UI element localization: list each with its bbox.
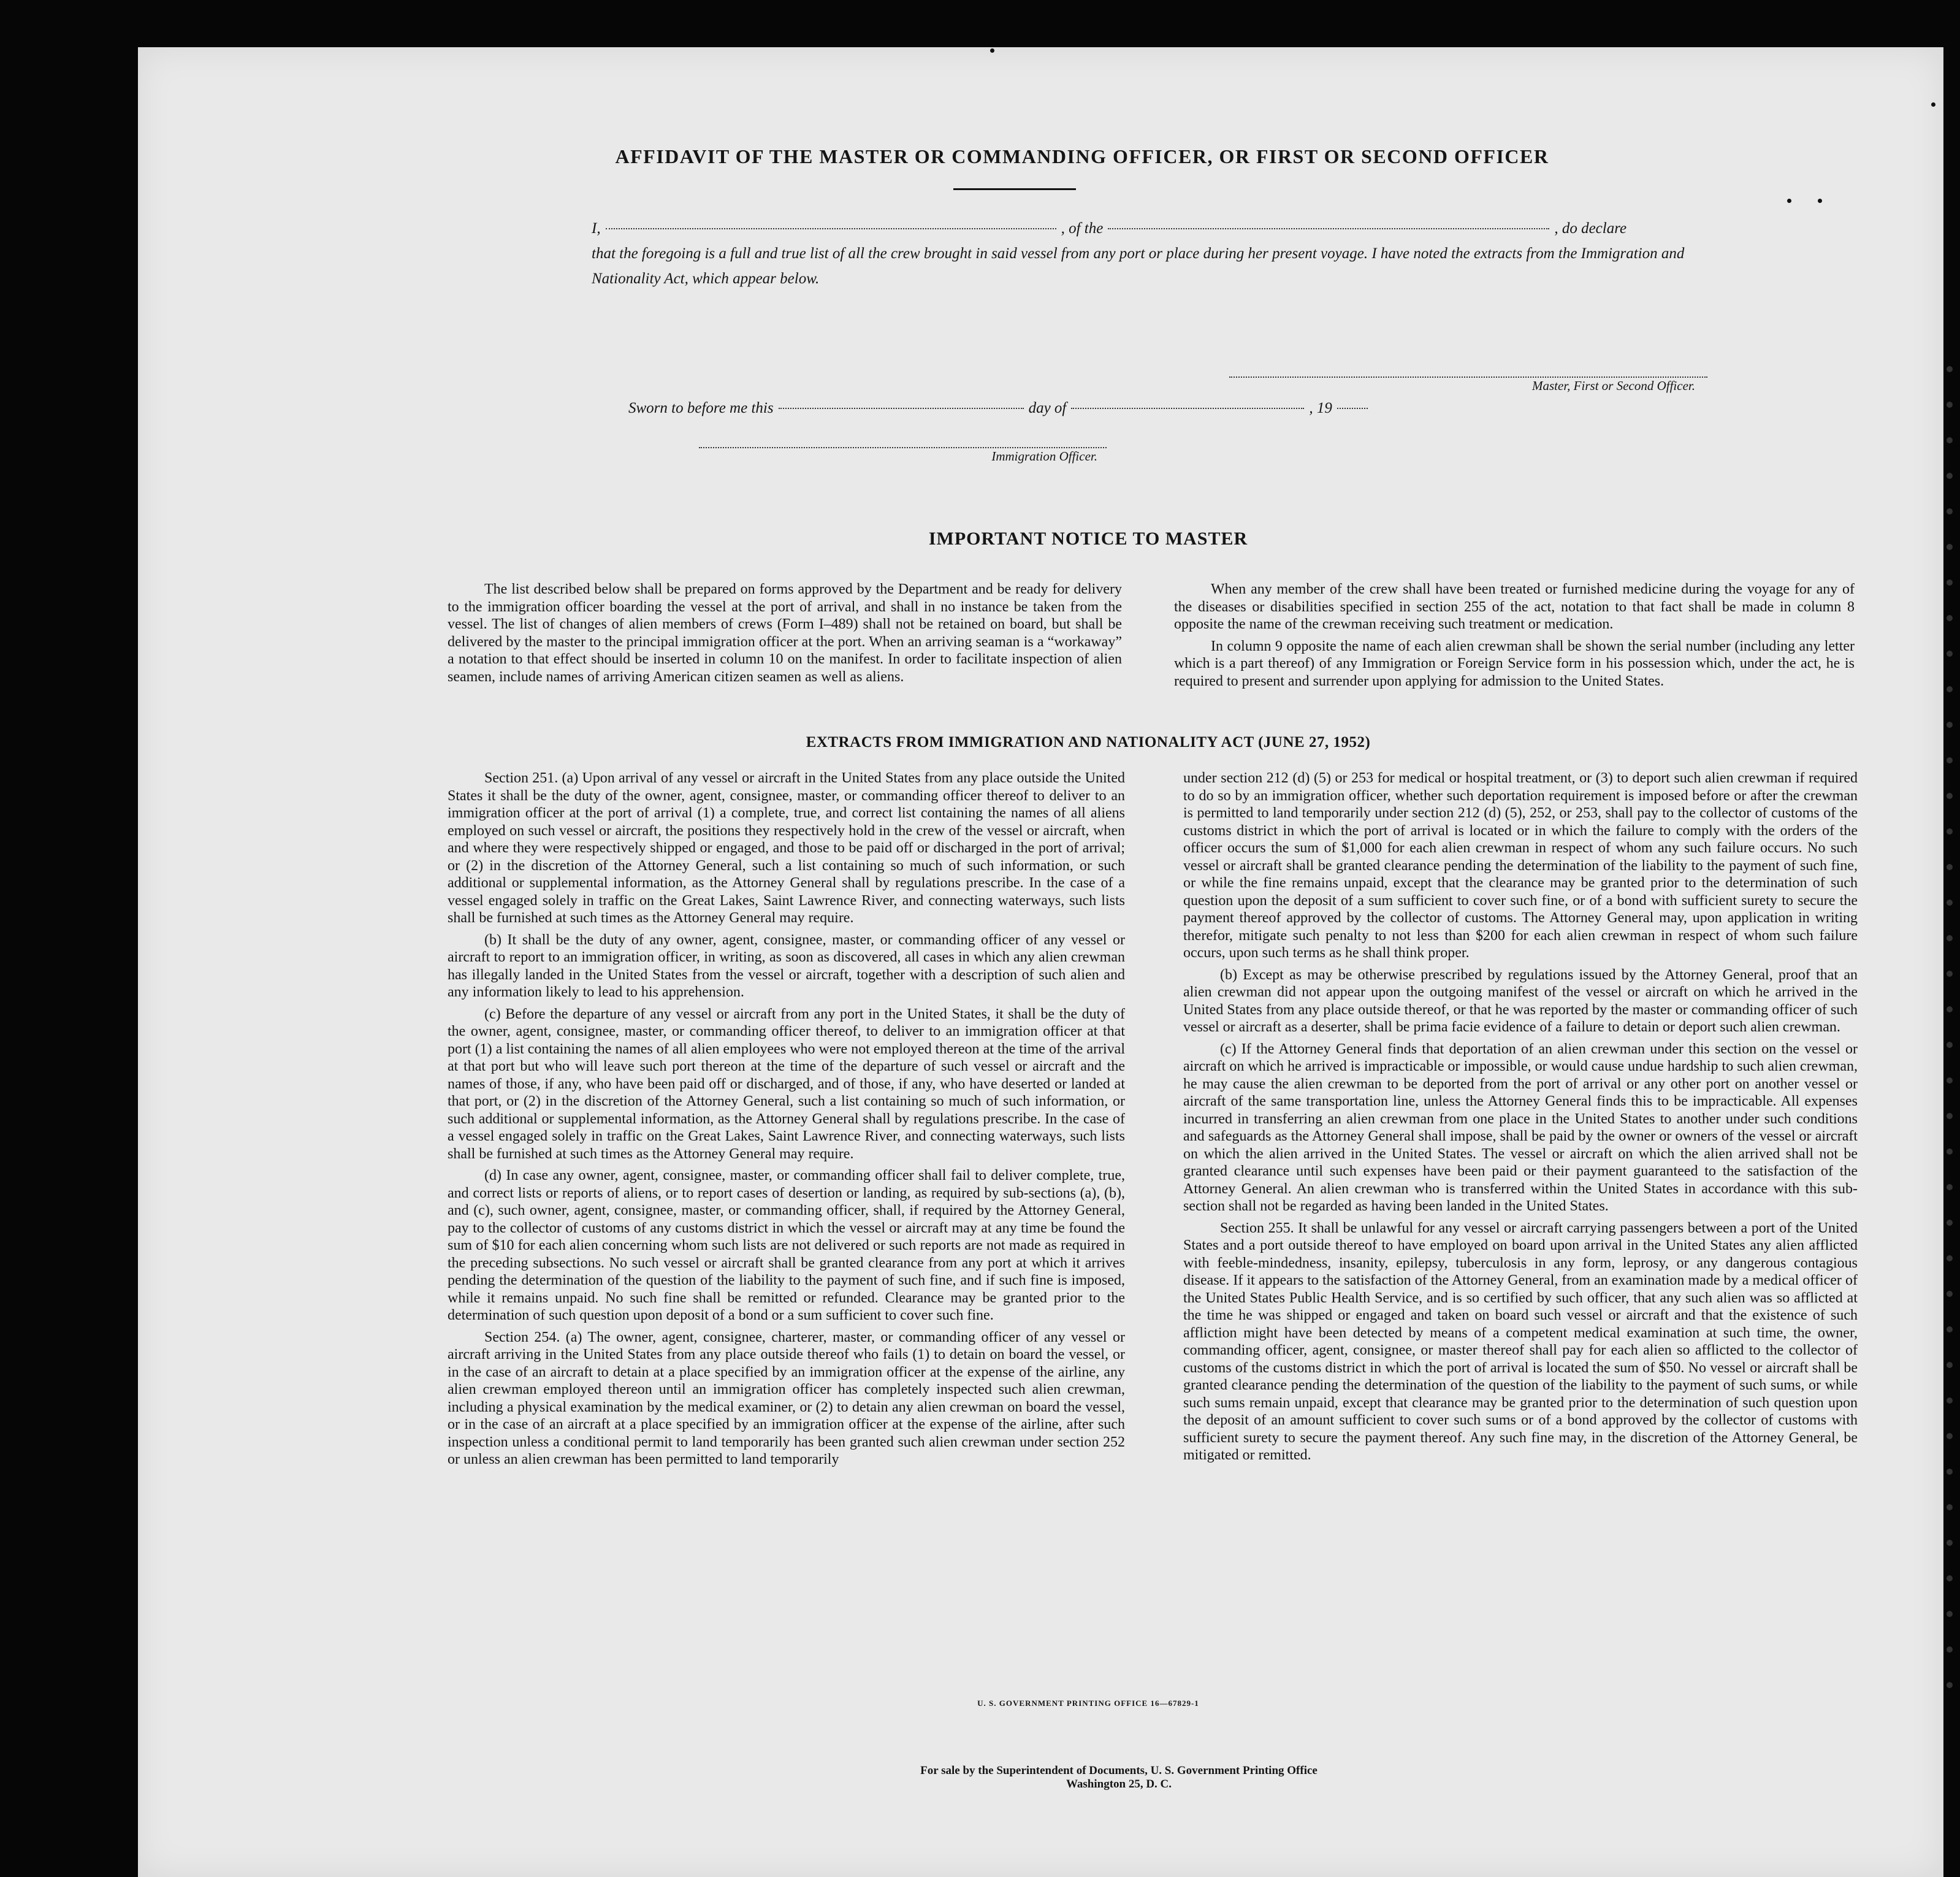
speck (1947, 508, 1953, 514)
speck (1947, 971, 1953, 977)
speck (1947, 900, 1953, 906)
speck (1947, 1113, 1953, 1119)
master-signature-label: Master, First or Second Officer. (1532, 378, 1695, 393)
extract-paragraph: (d) In case any owner, agent, consignee, master, or commanding officer shall fail to deliver complete, true, and correct lists or reports of aliens, or to report cases of desertion or landing, as required by sub-sections (a), (b), and (c), such owner, agent, consignee, master, or commanding officer, shall, if required by the Attorney General, pay to the collector of customs of any customs district in which the vessel or aircraft may at any time be found the sum of $10 for each alien concerning whom such lists are not delivered or such reports are not made as required in the preceding subsections. No such vessel or aircraft shall be granted clearance from any port at which it arrives pending the determination of the question of the liability to the payment of such fine, and if such fine is imposed, while it remains unpaid. No such fine shall be remitted or refunded. Clearance may be granted prior to the determination of such question upon deposit of a bond or a sum sufficient to cover such fine. (448, 1168, 1125, 1323)
speck (1947, 1575, 1953, 1581)
sale-line: For sale by the Superintendent of Documents, U. S. Government Printing Office (920, 1764, 1317, 1777)
extract-paragraph: (c) If the Attorney General finds that deportation of an alien crewman under this section on the vessel or aircraft on which he arrived is impracticable or impossible, or would cause undue hardship to such alien crewman, he may cause the alien crewman to be deported from the port of arrival or any other port on another vessel or aircraft of the same transportation line, unless the Attorney General finds this to be impracticable. All expenses incurred in transferring an alien crewman from one place in the United States to another under such conditions and safeguards as the Attorney General shall impose, shall be paid by the owner or owners of the vessel or aircraft on which the alien arrived in the United States. The vessel or aircraft on which the alien arrived shall not be granted clearance until such expenses have been paid or their payment guaranteed to the satisfaction of the Attorney General. An alien crewman who is transferred within the United States in accordance with this sub-section shall not be regarded as having been landed in the United States. (1183, 1041, 1858, 1214)
name-field[interactable] (606, 228, 1056, 229)
speck (1947, 1469, 1953, 1475)
speck (1931, 102, 1935, 107)
speck (1947, 1149, 1953, 1155)
extract-paragraph: (b) It shall be the duty of any owner, agent, consignee, master, or commanding officer of any vessel or aircraft to report to an immigration officer, in writing, as soon as discovered, all cases in which any alien crewman has illegally landed in the United States from the vessel or aircraft, together with a description of such alien and any information likely to lead to his apprehension. (448, 931, 1125, 1000)
speck (1947, 1504, 1953, 1510)
speck (1947, 579, 1953, 586)
speck (1947, 1077, 1953, 1084)
speck (1947, 757, 1953, 763)
extract-paragraph: Section 251. (a) Upon arrival of any vessel or aircraft in the United States from any place outside the United States it shall be the duty of the owner, agent, consignee, master, or commanding officer thereof to deliver to an immigration officer at the port of arrival (1) a complete, true, and correct list containing the names of all aliens employed on such vessel or aircraft, the positions they respectively hold in the crew of the vessel or aircraft, when and where they were respectively shipped or engaged, and those to be paid off or discharged in the port of arrival; or (2) in the discretion of the Attorney General, such a list containing so much of such information, or such additional or supplemental information, as the Attorney General shall by regulations prescribe. In the case of a vessel engaged solely in traffic on the Great Lakes, Saint Lawrence River, and connecting waterways, such lists shall be furnished at such times as the Attorney General may require. (448, 770, 1125, 926)
extract-paragraph: under section 212 (d) (5) or 253 for medical or hospital treatment, or (3) to deport such alien crewman if required to do so by an immigration officer, whether such deportation requirement is imposed before or after the crewman is permitted to land temporarily under section 212 (d) (5), 252, or 253, shall pay to the collector of customs of the customs district in which the port of arrival is located or in which the failure to comply with the orders of the officer occurs the sum of $1,000 for each alien crewman in respect of whom any such failure occurs. No such vessel or aircraft shall be granted clearance pending the determination of the liability to the payment of such fine, or while the fine remains unpaid, except that the clearance may be granted prior to the determination of such question upon the deposit of a sum sufficient to cover such fine, or of a bond with sufficient surety to secure the payment thereof approved by the collector of customs. The Attorney General may, upon application in writing therefor, mitigate such penalty to not less than $200 for each alien crewman in respect of whom such failure occurs, upon such terms as he shall think proper. (1183, 770, 1858, 961)
immigration-officer-label: Immigration Officer. (991, 449, 1097, 464)
sale-notice (812, 1764, 1425, 1791)
speck (990, 48, 994, 53)
speck (1947, 1397, 1953, 1404)
of-the-label: , of the (1061, 220, 1104, 237)
declaration-line (592, 216, 1707, 241)
notice-paragraph: When any member of the crew shall have been treated or furnished medicine during the voyage for any of the diseases or disabilities specified in section 255 of the act, notation to that fact shall be made in column 8 opposite the name of the crewman receiving such treatment or medication. (1174, 581, 1855, 632)
speck (1787, 199, 1791, 203)
i-label: I, (592, 220, 601, 237)
immigration-officer-signature-field[interactable] (699, 447, 1107, 448)
sworn-line (628, 400, 1425, 417)
speck (1947, 1540, 1953, 1546)
speck (1947, 437, 1953, 443)
speck (1947, 1006, 1953, 1012)
declaration-statement: that the foregoing is a full and true list of all the crew brought in said vessel from any port or place during her present voyage. I have noted the extracts from the Immigration and Nationality Act, which appear below. (592, 245, 1685, 287)
speck (1947, 935, 1953, 941)
do-declare-label: , do declare (1554, 220, 1627, 237)
sworn-year-field[interactable] (1337, 408, 1368, 409)
declaration (592, 216, 1707, 291)
affidavit-title: AFFIDAVIT OF THE MASTER OR COMMANDING OFFICER, OR FIRST OR SECOND OFFICER (615, 145, 1549, 167)
extracts-title: EXTRACTS FROM IMMIGRATION AND NATIONALITY ACT (JUNE 27, 1952) (806, 734, 1371, 751)
speck (1947, 722, 1953, 728)
day-of-label: day of (1028, 400, 1067, 416)
notice-right-column (1174, 581, 1855, 690)
vessel-field[interactable] (1108, 228, 1549, 229)
sworn-month-field[interactable] (1071, 408, 1304, 409)
speck (1947, 402, 1953, 408)
notice-paragraph: The list described below shall be prepared on forms approved by the Department and be ready for delivery to the immigration officer boarding the vessel at the port of arrival, and shall in no instance be taken from the vessel. The list of changes of alien members of crews (Form I–489) shall not be retained on board, but shall be delivered by the master to the principal immigration officer at the port. When an arriving seaman is a “workaway” a notation to that effect should be inserted in column 10 on the manifest. In order to facilitate inspection of alien seamen, include names of arriving American citizen seamen as well as aliens. (448, 581, 1122, 685)
extracts-right-column (1183, 770, 1858, 1464)
speck (1947, 1184, 1953, 1190)
master-signature-field[interactable] (1229, 377, 1707, 378)
sworn-day-field[interactable] (779, 408, 1024, 409)
document-page (138, 47, 1943, 1877)
speck (1947, 793, 1953, 799)
speck (1947, 1646, 1953, 1653)
title-rule (953, 188, 1076, 190)
speck (1947, 1433, 1953, 1439)
notice-title: IMPORTANT NOTICE TO MASTER (928, 529, 1248, 549)
speck (1947, 686, 1953, 692)
bleed-through-marks (1947, 366, 1960, 1718)
notice-paragraph: In column 9 opposite the name of each alien crewman shall be shown the serial number (including any letter which is a part thereof) of any Immigration or Foreign Service form in his possession which, under the act, he is required to present and surrender upon applying for admission to the United States. (1174, 638, 1855, 689)
speck (1947, 473, 1953, 479)
speck (1947, 1682, 1953, 1688)
speck (1947, 1291, 1953, 1297)
extract-paragraph: Section 254. (a) The owner, agent, consignee, charterer, master, or commanding officer of any vessel or aircraft arriving in the United States from any place outside thereof who fails (1) to detain on board the vessel, or in the case of an aircraft to detain at a place specified by an immigration officer at the expense of the airline, any alien crewman employed thereon until an immigration officer has completely inspected such alien crewman, including a physical examination by the medical examiner, or (2) to detain any alien crewman on board the vessel, or in the case of an aircraft at a place specified by an immigration officer at the expense of the airline, after such inspection unless a conditional permit to land temporarily has been granted such alien crewman under section 252 or unless an alien crewman has been permitted to land temporarily (448, 1329, 1125, 1467)
year-prefix-label: , 19 (1309, 400, 1332, 416)
sworn-label: Sworn to before me this (628, 400, 774, 416)
speck (1947, 1326, 1953, 1332)
speck (1947, 828, 1953, 835)
extract-paragraph: (b) Except as may be otherwise prescribed by regulations issued by the Attorney General, proof that an alien crewman did not appear upon the outgoing manifest of the vessel or aircraft on which he arrived in the United States from any place outside thereof, or that he was reported by the master or commanding officer of such vessel or aircraft as a deserter, shall be prima facie evidence of a failure to detain or deport such alien crewman. (1183, 966, 1858, 1035)
speck (1947, 615, 1953, 621)
speck (1947, 366, 1953, 372)
speck (1818, 199, 1822, 203)
speck (1947, 544, 1953, 550)
speck (1947, 651, 1953, 657)
speck (1947, 1042, 1953, 1048)
speck (1947, 864, 1953, 870)
speck (1947, 1362, 1953, 1368)
sale-line: Washington 25, D. C. (1066, 1778, 1172, 1791)
speck (1947, 1220, 1953, 1226)
speck (1947, 1255, 1953, 1261)
extract-paragraph: Section 255. It shall be unlawful for any vessel or aircraft carrying passengers between a port of the United States and a port outside thereof to have employed on board upon arrival in the United States any alien afflicted with feeble-mindedness, insanity, epilepsy, tuberculosis in any form, leprosy, or any dangerous contagious disease. If it appears to the satisfaction of the Attorney General, from an examination made by a medical officer of the United States Public Health Service, and is so certified by such officer, that any such alien was so afflicted at the time he was shipped or engaged and taken on board such vessel or aircraft and that the existence of such affliction might have been detected by means of a competent medical examination at such time, the owner, commanding officer, agent, consignee, or master thereof shall pay for each alien so afflicted to the collector of customs of the customs district in which the port of arrival is located the sum of $50. No vessel or aircraft shall be granted clearance pending the determination of the question of the liability to the payment of such sums, or while such sums remain unpaid, except that clearance may be granted prior to the determination of such question upon the deposit of an amount sufficient to cover such sums or of a bond approved by the collector of customs with sufficient surety to secure the payment thereof. Any such fine may, in the discretion of the Attorney General, be mitigated or remitted. (1183, 1220, 1858, 1463)
extracts-left-column (448, 770, 1125, 1469)
notice-left-column (448, 581, 1122, 686)
speck (1947, 1611, 1953, 1617)
extract-paragraph: (c) Before the departure of any vessel or aircraft from any port in the United States, it shall be the duty of the owner, agent, consignee, master, or commanding officer thereof, to deliver to an immigration officer at that port (1) a list containing the names of all alien employees who were not employed thereon at the time of the arrival at that port but who will leave such port thereon at the time of the departure of such vessel or aircraft and the names of those, if any, who have been paid off or discharged, and of those, if any, who have deserted or landed at that port, or (2) in the discretion of the Attorney General, such a list containing so much of such information, or such additional or supplemental information, as the Attorney General shall by regulations prescribe. In the case of a vessel engaged solely in traffic on the Great Lakes, Saint Lawrence River, and connecting waterways, such lists shall be furnished at such times as the Attorney General may require. (448, 1006, 1125, 1162)
printer-note: U. S. GOVERNMENT PRINTING OFFICE 16—67829-1 (977, 1699, 1199, 1708)
